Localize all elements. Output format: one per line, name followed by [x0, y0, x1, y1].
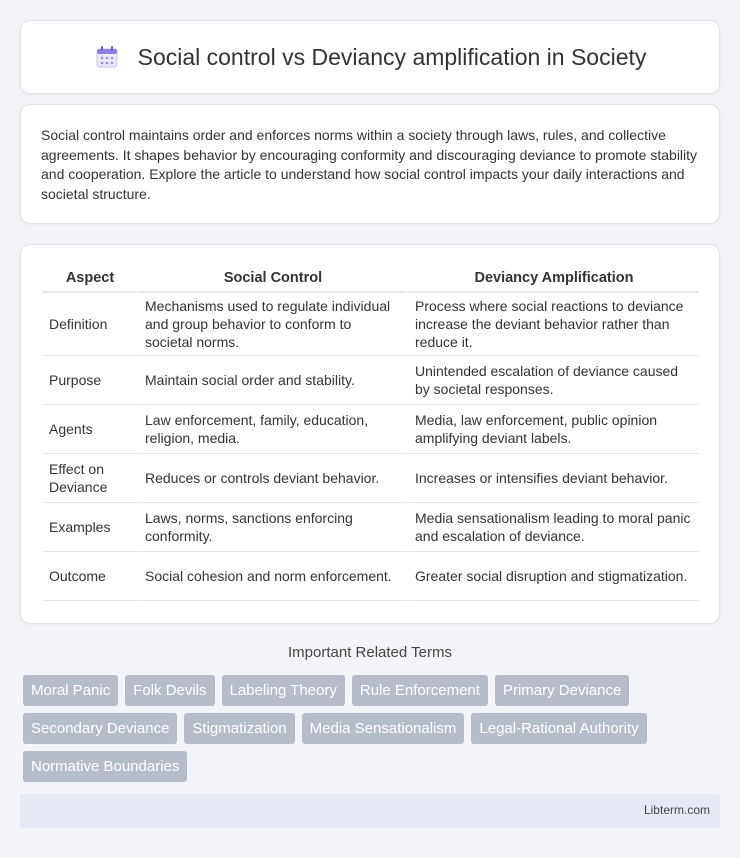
table-row — [43, 503, 699, 552]
tag-moral-panic[interactable]: Moral Panic — [23, 675, 118, 706]
cell-social-control: Maintain social order and stability. — [137, 356, 407, 405]
cell-aspect: Examples — [43, 503, 137, 552]
tag-folk-devils[interactable]: Folk Devils — [125, 675, 214, 706]
tag-primary-deviance[interactable]: Primary Deviance — [495, 675, 629, 706]
tag-rule-enforcement[interactable]: Rule Enforcement — [352, 675, 488, 706]
cell-aspect: Effect on Deviance — [43, 454, 137, 503]
comparison-table — [43, 265, 699, 601]
table-row — [43, 552, 699, 601]
cell-social-control: Laws, norms, sanctions enforcing conformity. — [137, 503, 407, 552]
tag-media-sensationalism[interactable]: Media Sensationalism — [302, 713, 465, 744]
cell-social-control: Law enforcement, family, education, religion, media. — [137, 405, 407, 454]
table-row — [43, 405, 699, 454]
table-header-row — [43, 265, 699, 293]
cell-deviancy-amplification: Process where social reactions to deviance increase the deviant behavior rather than reduce it. — [407, 293, 699, 356]
page-title: Social control vs Deviancy amplification in Society — [137, 43, 647, 70]
cell-social-control: Mechanisms used to regulate individual and group behavior to conform to societal norms. — [137, 293, 407, 356]
cell-aspect: Purpose — [43, 356, 137, 405]
tag-stigmatization[interactable]: Stigmatization — [184, 713, 294, 744]
tag-legal-rational-authority[interactable]: Legal-Rational Authority — [471, 713, 646, 744]
intro-text: Social control maintains order and enforces norms within a society through laws, rules, and collective agreements. It shapes behavior by encouraging conformity and discouraging deviance to promote stability and cooperation. Explore the article to understand how social control impacts your daily interactions and societal structure. — [41, 127, 698, 202]
footer — [20, 794, 720, 828]
cell-aspect: Definition — [43, 293, 137, 356]
cell-deviancy-amplification: Unintended escalation of deviance caused by societal responses. — [407, 356, 699, 405]
table-row — [43, 356, 699, 405]
cell-aspect: Outcome — [43, 552, 137, 601]
tag-secondary-deviance[interactable]: Secondary Deviance — [23, 713, 177, 744]
table-row — [43, 454, 699, 503]
cell-deviancy-amplification: Media sensationalism leading to moral panic and escalation of deviance. — [407, 503, 699, 552]
title-card — [20, 20, 720, 94]
related-terms-list — [23, 675, 713, 782]
calendar-icon — [94, 44, 120, 70]
cell-social-control: Social cohesion and norm enforcement. — [137, 552, 407, 601]
intro-card — [20, 104, 720, 224]
cell-aspect: Agents — [43, 405, 137, 454]
cell-deviancy-amplification: Greater social disruption and stigmatization. — [407, 552, 699, 601]
comparison-card — [20, 244, 720, 624]
tag-labeling-theory[interactable]: Labeling Theory — [222, 675, 345, 706]
header-deviancy-amplification: Deviancy Amplification — [407, 265, 699, 293]
related-terms-title: Important Related Terms — [288, 644, 452, 661]
header-social-control: Social Control — [137, 265, 407, 293]
footer-site-link[interactable]: Libterm.com — [643, 803, 710, 817]
table-row — [43, 293, 699, 356]
header-aspect: Aspect — [43, 265, 137, 293]
cell-deviancy-amplification: Increases or intensifies deviant behavior. — [407, 454, 699, 503]
cell-social-control: Reduces or controls deviant behavior. — [137, 454, 407, 503]
cell-deviancy-amplification: Media, law enforcement, public opinion amplifying deviant labels. — [407, 405, 699, 454]
tag-normative-boundaries[interactable]: Normative Boundaries — [23, 751, 187, 782]
